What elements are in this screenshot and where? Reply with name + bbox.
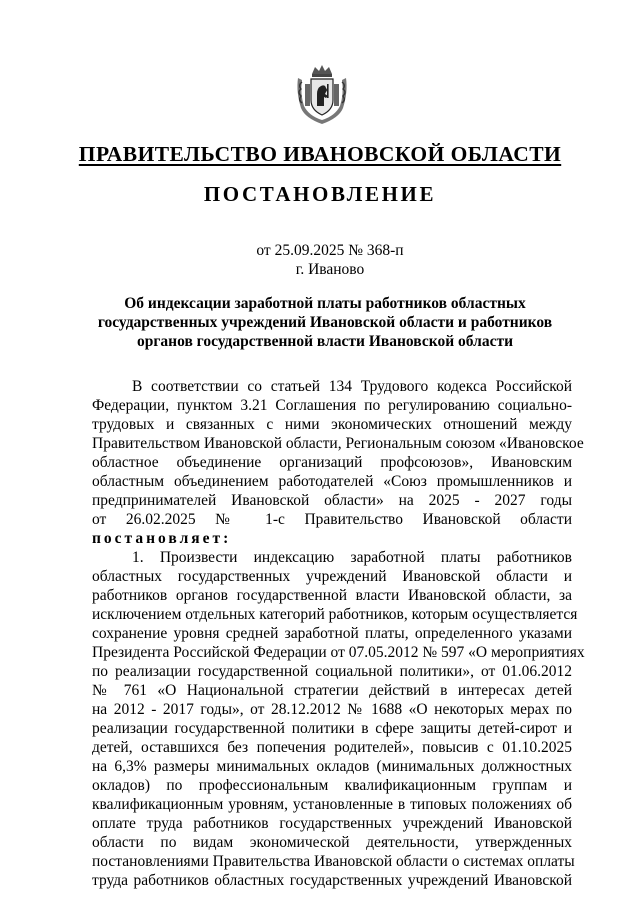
document-meta [0, 241, 640, 279]
body-line: трудовых и связанных с ними экономических отношений между [92, 416, 572, 433]
body-line: реализации государственной политики в сфере защиты детей-сирот и [92, 720, 572, 737]
body-line: Федерации, пунктом 3.21 Соглашения по регулированию социально- [92, 397, 572, 414]
government-title-text: ПРАВИТЕЛЬСТВО ИВАНОВСКОЙ ОБЛАСТИ [78, 142, 562, 166]
body-line: Президента Российской Федерации от 07.05.2012 № 597 «О мероприятиях [92, 644, 585, 661]
document-type: ПОСТАНОВЛЕНИЕ [203, 182, 437, 206]
body-line: области по видам экономической деятельности, утвержденных [92, 834, 572, 851]
document-body [92, 377, 585, 890]
body-line: по реализации государственной социальной политики», от 01.06.2012 [92, 663, 572, 680]
body-line: оплате труда работников государственных учреждений Ивановской [92, 815, 572, 832]
body-line: В соответствии со статьей 134 Трудового кодекса Российской [132, 378, 572, 395]
resolves-keyword: постановляет: [92, 530, 232, 547]
document-subject [90, 294, 560, 351]
body-line: областных государственных учреждений Ивановской области и [92, 568, 572, 585]
body-line: на 2012 - 2017 годы», от 28.12.2012 № 1688 «О некоторых мерах по [92, 701, 572, 718]
government-title [0, 140, 640, 168]
body-line: 1. Произвести индексацию заработной платы работников [132, 549, 572, 566]
body-line: предпринимателей Ивановской области» на 2025 - 2027 годы [92, 492, 572, 509]
subject-line: Об индексации заработной платы работников областных [124, 295, 526, 312]
subject-line: государственных учреждений Ивановской области и работников [97, 314, 553, 331]
body-line: труда работников областных государственных учреждений Ивановской [92, 872, 572, 889]
body-line: исключением отдельных категорий работников, которым осуществляется [92, 606, 578, 623]
body-line: на 6,3% размеры минимальных окладов (минимальных должностных [92, 758, 572, 775]
body-line: сохранение уровня средней заработной платы, определенного указами [92, 625, 572, 642]
date-number: от 25.09.2025 № 368-п [256, 242, 404, 259]
body-line: от 26.02.2025 № 1-с Правительство Ивановской области [92, 511, 572, 528]
body-line: квалификационным уровням, установленные в типовых положениях об [92, 796, 572, 813]
body-line: областное объединение организаций профсоюзов», Ивановским [92, 454, 572, 471]
body-line: детей, оставшихся без попечения родителей», повысив с 01.10.2025 [92, 739, 572, 756]
coat-of-arms-emblem [295, 64, 349, 126]
body-line: областным объединением работодателей «Союз промышленников и [92, 473, 572, 490]
body-line: окладов) по профессиональным квалификационным группам и [92, 777, 572, 794]
subject-line: органов государственной власти Ивановской области [136, 333, 513, 350]
body-line: Правительством Ивановской области, Региональным союзом «Ивановское [92, 435, 584, 452]
city: г. Иваново [295, 261, 365, 278]
body-line: № 761 «О Национальной стратегии действий в интересах детей [92, 682, 572, 699]
body-line: постановлениями Правительства Ивановской области о системах оплаты [92, 853, 575, 870]
body-line: работников органов государственной власти Ивановской области, за [92, 587, 572, 604]
